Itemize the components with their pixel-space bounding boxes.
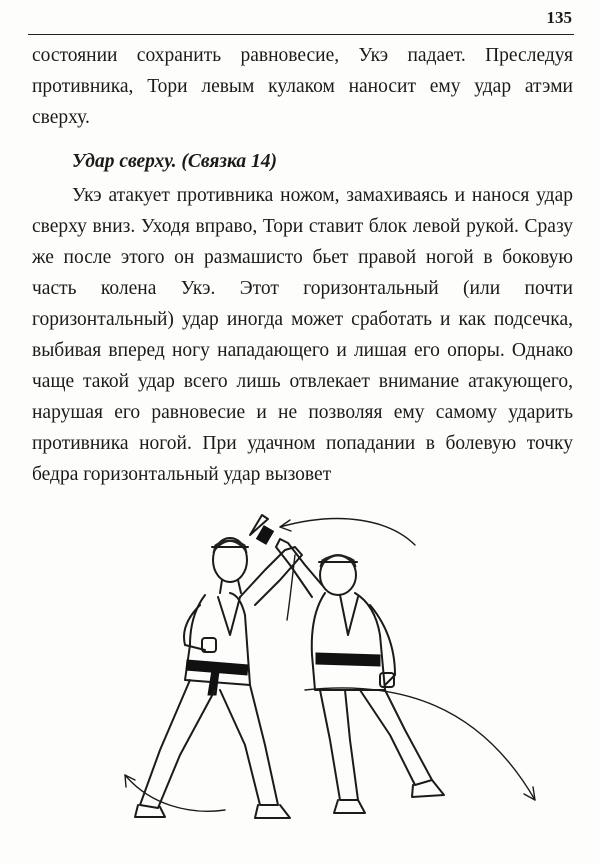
illustration-drawing [40, 505, 560, 850]
knife-icon [250, 515, 274, 545]
motion-arrow-knife [280, 519, 415, 545]
paragraph-continuation-text: состоянии сохранить равновесие, Укэ падает. Преследуя противника, Тори левым кулаком наносит ему удар атэми сверху. [32, 45, 573, 128]
illustration-overhead-knife-strike [40, 505, 560, 850]
paragraph-main-text: Укэ атакует противника ножом, замахиваясь и нанося удар сверху вниз. Уходя вправо, Тори ставит блок левой рукой. Сразу же после этого он размашисто бьет правой ногой в боковую часть колена Укэ. Этот горизонтальный (или почти горизонтальный) удар иногда может сработать и как подсечка, выбивая вперед ногу нападающего и лишая его опоры. Однако чаще такой удар всего лишь отвлекает внимание атакующего, нарушая его равновесие и не позволяя ему самому ударить противника ногой. При удачном попадании в болевую точку бедра горизонтальный удар вызовет [32, 185, 573, 485]
header-rule [28, 34, 574, 35]
figure-tori [135, 538, 302, 818]
paragraph-continuation [32, 40, 573, 133]
paragraph-main [32, 180, 573, 490]
figure-uke [276, 539, 444, 813]
page-number: 135 [546, 8, 572, 27]
section-heading: Удар сверху. (Связка 14) [72, 151, 278, 172]
